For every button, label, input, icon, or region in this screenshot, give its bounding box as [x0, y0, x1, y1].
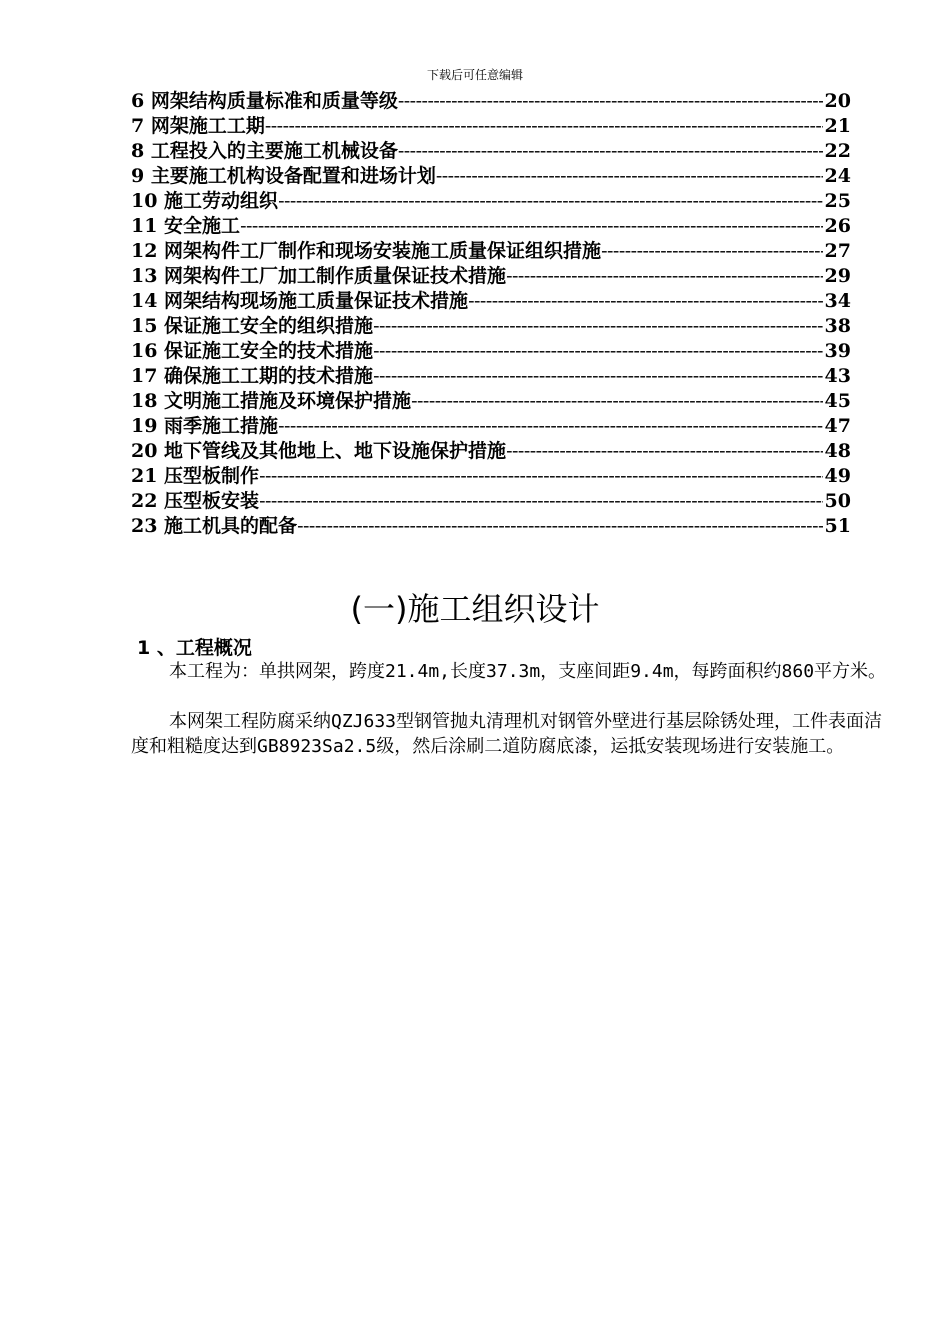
toc-entry-title: 22 压型板安装	[131, 490, 260, 511]
toc-entry-page: 24	[824, 165, 851, 186]
toc-entry-page: 49	[824, 465, 851, 486]
toc-entry-page: 45	[824, 390, 851, 411]
toc-entry-title: 15 保证施工安全的组织措施	[131, 315, 374, 336]
toc-entry-page: 26	[824, 215, 851, 236]
toc-entry-title: 21 压型板制作	[131, 465, 260, 486]
toc-entry	[131, 211, 851, 236]
toc-leader	[373, 340, 822, 361]
toc-entry	[131, 136, 851, 161]
section-subheading: 1 、工程概况	[137, 637, 252, 659]
toc-entry-page: 34	[824, 290, 851, 311]
toc-entry-title: 11 安全施工	[131, 215, 241, 236]
toc-leader	[373, 315, 822, 336]
toc-entry-title: 17 确保施工工期的技术措施	[131, 365, 374, 386]
toc-entry-page: 22	[824, 140, 851, 161]
toc-entry	[131, 411, 851, 436]
toc-leader	[601, 240, 822, 261]
toc-entry	[131, 111, 851, 136]
toc-entry	[131, 486, 851, 511]
toc-entry	[131, 461, 851, 486]
table-of-contents	[131, 86, 851, 536]
toc-leader	[506, 265, 822, 286]
toc-leader	[259, 465, 822, 486]
toc-entry	[131, 511, 851, 536]
toc-entry-title: 9 主要施工机构设备配置和进场计划	[131, 165, 436, 186]
toc-entry-title: 20 地下管线及其他地上、地下设施保护措施	[131, 440, 507, 461]
page-header-note: 下载后可任意编辑	[426, 68, 523, 82]
toc-entry-page: 38	[824, 315, 851, 336]
toc-entry-title: 7 网架施工工期	[131, 115, 265, 136]
toc-entry	[131, 311, 851, 336]
toc-entry-title: 8 工程投入的主要施工机械设备	[131, 140, 398, 161]
toc-entry-page: 20	[824, 90, 851, 111]
toc-entry	[131, 186, 851, 211]
toc-entry-page: 51	[824, 515, 851, 536]
toc-leader	[468, 290, 822, 311]
toc-entry-page: 29	[824, 265, 851, 286]
toc-entry-title: 16 保证施工安全的技术措施	[131, 340, 374, 361]
toc-leader	[297, 515, 822, 536]
toc-entry-title: 18 文明施工措施及环境保护措施	[131, 390, 412, 411]
toc-entry	[131, 336, 851, 361]
toc-entry	[131, 261, 851, 286]
toc-entry-title: 10 施工劳动组织	[131, 190, 279, 211]
toc-leader	[278, 190, 822, 211]
toc-entry-page: 39	[824, 340, 851, 361]
toc-leader	[373, 365, 822, 386]
toc-leader	[278, 415, 822, 436]
toc-leader	[398, 90, 823, 111]
toc-entry-page: 48	[824, 440, 851, 461]
toc-entry-page: 25	[824, 190, 851, 211]
toc-leader	[259, 490, 822, 511]
toc-entry-page: 43	[824, 365, 851, 386]
toc-leader	[240, 215, 822, 236]
toc-leader	[436, 165, 823, 186]
section-title: (一)施工组织设计	[350, 590, 600, 628]
toc-entry-title: 12 网架构件工厂制作和现场安装施工质量保证组织措施	[131, 240, 602, 261]
toc-entry	[131, 236, 851, 261]
toc-entry	[131, 86, 851, 111]
toc-leader	[265, 115, 823, 136]
body-paragraph: 本工程为：单拱网架，跨度21.4m,长度37.3m，支座间距9.4m，每跨面积约860平方米。	[169, 661, 887, 682]
body-paragraph: 本网架工程防腐采纳QZJ633型钢管抛丸清理机对钢管外壁进行基层除锈处理，工件表面洁度和粗糙度达到GB8923Sa2.5级，然后涂刷二道防腐底漆，运抵安装现场进行安装施工。	[131, 711, 883, 757]
toc-leader	[398, 140, 823, 161]
toc-leader	[411, 390, 822, 411]
toc-entry-title: 19 雨季施工措施	[131, 415, 279, 436]
toc-entry-page: 50	[824, 490, 851, 511]
toc-entry-title: 23 施工机具的配备	[131, 515, 298, 536]
toc-entry-page: 21	[824, 115, 851, 136]
toc-entry-page: 47	[824, 415, 851, 436]
toc-leader	[506, 440, 822, 461]
toc-entry	[131, 386, 851, 411]
toc-entry	[131, 436, 851, 461]
toc-entry-title: 14 网架结构现场施工质量保证技术措施	[131, 290, 469, 311]
toc-entry-title: 13 网架构件工厂加工制作质量保证技术措施	[131, 265, 507, 286]
toc-entry	[131, 161, 851, 186]
toc-entry	[131, 286, 851, 311]
toc-entry-page: 27	[824, 240, 851, 261]
toc-entry-title: 6 网架结构质量标准和质量等级	[131, 90, 398, 111]
toc-entry	[131, 361, 851, 386]
